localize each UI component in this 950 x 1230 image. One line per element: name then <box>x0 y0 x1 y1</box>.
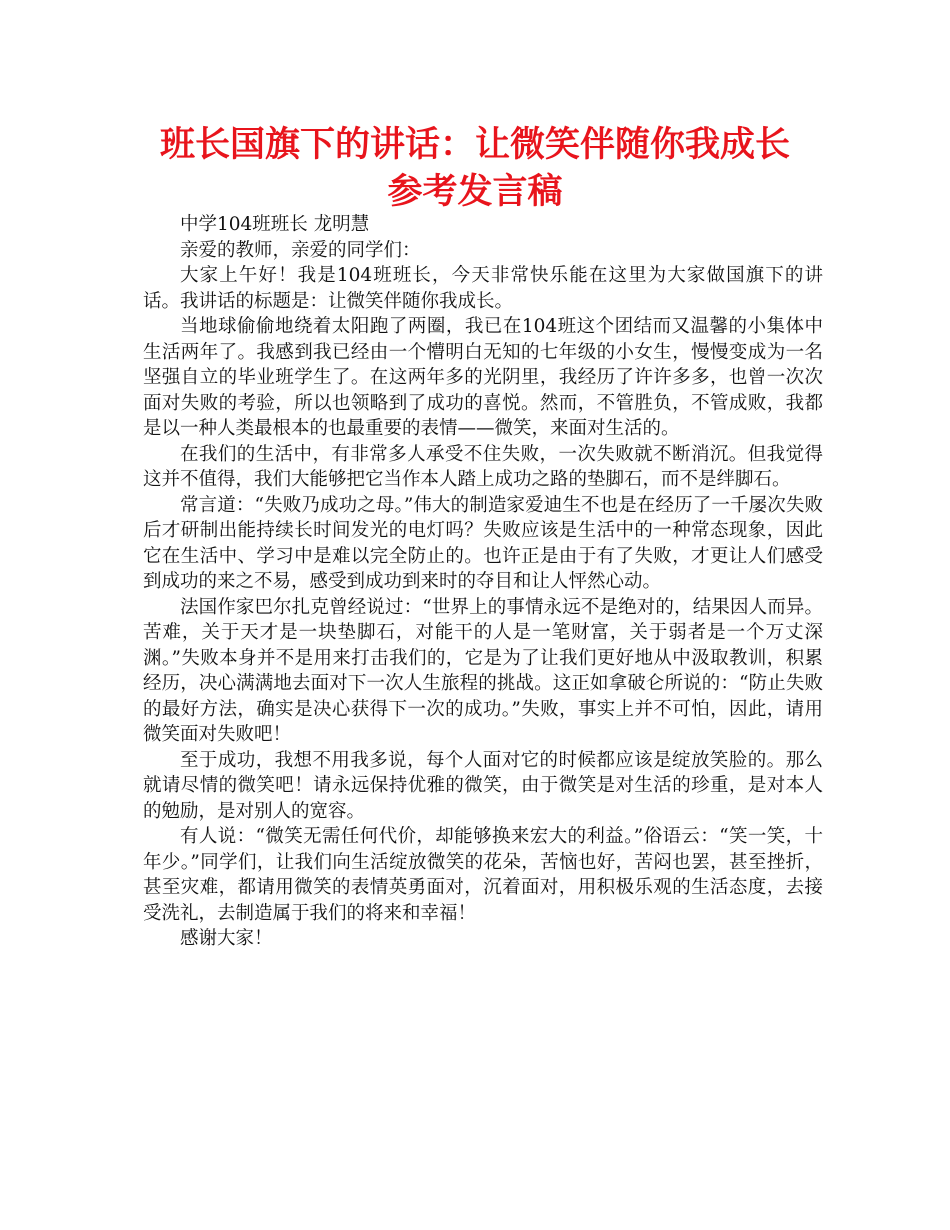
author-line: 中学104班班长 龙明慧 <box>180 214 370 235</box>
paragraph: 法国作家巴尔扎克曾经说过：“世界上的事情永远不是绝对的，结果因人而异。苦难，关于天才是一块垫脚石，对能干的人是一笔财富，关于弱者是一个万丈深渊。”失败本身并不是用来打击我们的，它是为了让我们更好地从中汲取教训，积累经历，决心满满地去面对下一次人生旅程的挑战。这正如拿破仑所说的：“防止失败的最好方法，确实是决心获得下一次的成功。”失败，事实上并不可怕，因此，请用微笑面对失败吧！ <box>143 596 823 745</box>
paragraph: 常言道：“失败乃成功之母。”伟大的制造家爱迪生不也是在经历了一千屡次失败后才研制出能持续长时间发光的电灯吗？失败应该是生活中的一种常态现象，因此它在生活中、学习中是难以完全防止的。也许正是由于有了失败，才更让人们感受到成功的来之不易，感受到成功到来时的夺目和让人怦然心动。 <box>143 494 823 592</box>
paragraph: 当地球偷偷地绕着太阳跑了两圈，我已在104班这个团结而又温馨的小集体中生活两年了。我感到我已经由一个懵明白无知的七年级的小女生，慢慢变成为一名坚强自立的毕业班学生了。在这两年多的光阴里，我经历了许许多多，也曾一次次面对失败的考验，所以也领略到了成功的喜悦。然而，不管胜负，不管成败，我都是以一种人类最根本的也最重要的表情——微笑，来面对生活的。 <box>143 316 823 439</box>
salutation: 亲爱的教师，亲爱的同学们： <box>180 239 421 261</box>
paragraph: 至于成功，我想不用我多说，每个人面对它的时候都应该是绽放笑脸的。那么就请尽情的微笑吧！请永远保持优雅的微笑，由于微笑是对生活的珍重，是对本人的勉励，是对别人的宽容。 <box>143 749 823 822</box>
paragraph: 在我们的生活中，有非常多人承受不住失败，一次失败就不断消沉。但我觉得这并不值得，我们大能够把它当作本人踏上成功之路的垫脚石，而不是绊脚石。 <box>143 443 823 490</box>
paragraph: 大家上午好！我是104班班长，今天非常快乐能在这里为大家做国旗下的讲话。我讲话的标题是：让微笑伴随你我成长。 <box>143 265 823 312</box>
page-title: 班长国旗下的讲话：让微笑伴随你我成长 <box>159 125 790 165</box>
page-title-line-2: 参考发言稿 <box>387 172 563 212</box>
closing-line: 感谢大家！ <box>180 928 273 949</box>
speech-body <box>143 212 823 952</box>
paragraph: 有人说：“微笑无需任何代价，却能够换来宏大的利益。”俗语云：“笑一笑，十年少。”同学们，让我们向生活绽放微笑的花朵，苦恼也好，苦闷也罢，甚至挫折，甚至灾难，都请用微笑的表情英勇面对，沉着面对，用积极乐观的生活态度，去接受洗礼，去制造属于我们的将来和幸福！ <box>143 826 823 924</box>
